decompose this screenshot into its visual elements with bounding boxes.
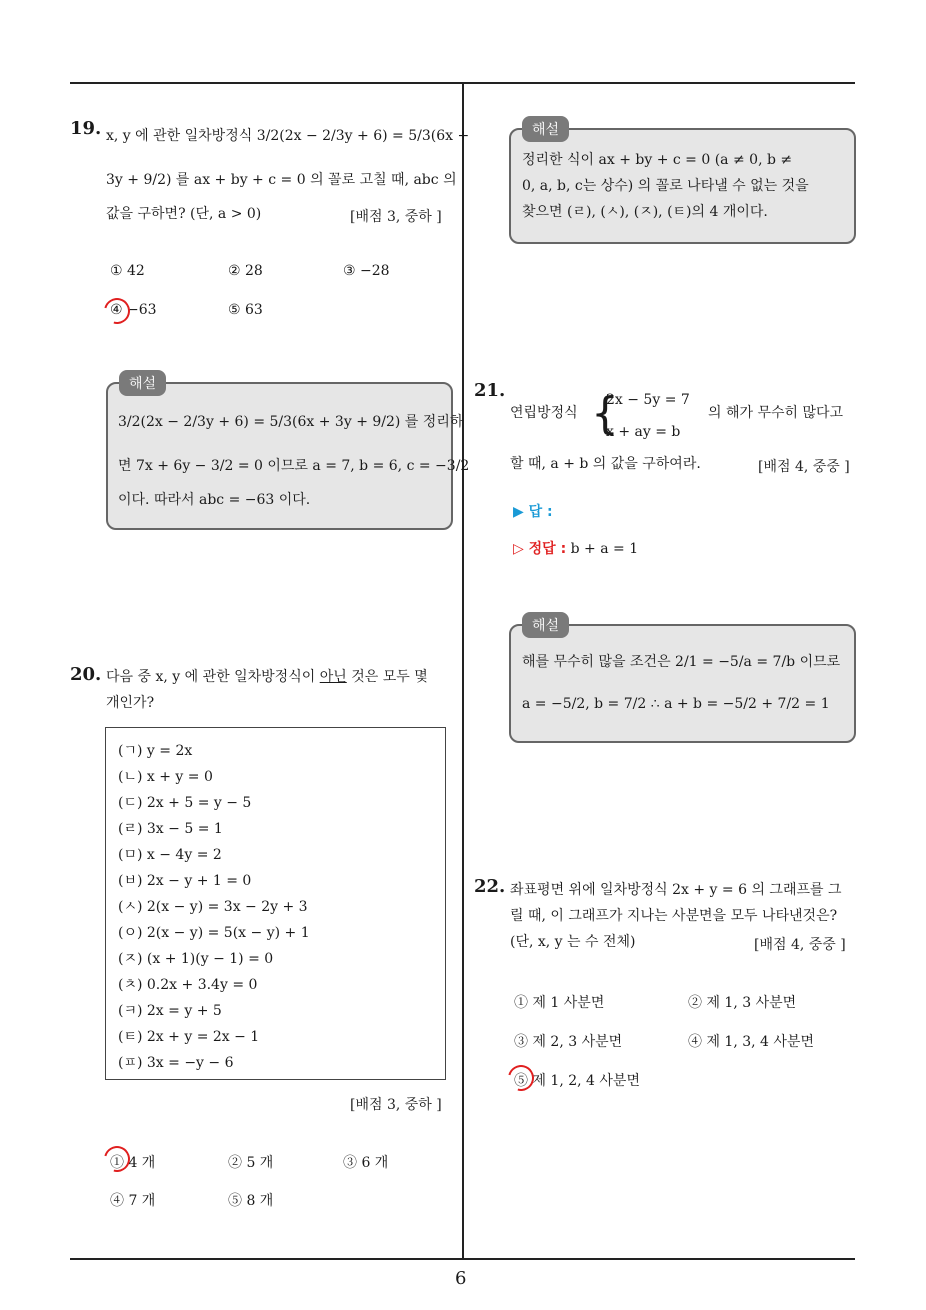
q20-solution-line3: 찾으면 (ㄹ), (ㅅ), (ㅈ), (ㅌ)의 4 개이다. bbox=[522, 204, 768, 220]
q19-choice-1[interactable]: ① 42 bbox=[110, 263, 145, 279]
q22-choice-3[interactable]: ③ 제 2, 3 사분면 bbox=[514, 1034, 623, 1050]
q22-line2: 릴 때, 이 그래프가 지나는 사분면을 모두 나타낸것은? bbox=[510, 908, 838, 924]
q22-line3: (단, x, y 는 수 전체) bbox=[510, 934, 636, 950]
q20-line1-pre: 다음 중 x, y 에 관한 일차방정식이 bbox=[106, 669, 320, 685]
q20-equation: (ㅋ) 2x = y + 5 bbox=[118, 1003, 222, 1019]
q21-correct-value: b + a = 1 bbox=[570, 541, 639, 557]
q20-equation: (ㅅ) 2(x − y) = 3x − 2y + 3 bbox=[118, 899, 308, 915]
q20-equation: (ㅌ) 2x + y = 2x − 1 bbox=[118, 1029, 260, 1045]
q19-solution-line1: 3/2(2x − 2/3y + 6) = 5/3(6x + 3y + 9/2) 를 정리하 bbox=[118, 414, 464, 430]
q21-trail: 의 해가 무수히 많다고 bbox=[708, 405, 844, 421]
column-divider bbox=[462, 84, 464, 1260]
q21-eq2: x + ay = b bbox=[606, 424, 681, 440]
q21-solution-box bbox=[509, 624, 856, 743]
q20-line1 bbox=[106, 661, 428, 694]
q19-choice-5[interactable]: ⑤ 63 bbox=[228, 302, 263, 318]
q19-solution-line2: 면 7x + 6y − 3/2 = 0 이므로 a = 7, b = 6, c = −3/2 bbox=[118, 458, 470, 474]
q20-equation: (ㅊ) 0.2x + 3.4y = 0 bbox=[118, 977, 258, 993]
q22-line1: 좌표평면 위에 일차방정식 2x + y = 6 의 그래프를 그 bbox=[510, 882, 842, 898]
q20-line1-underlined: 아닌 bbox=[319, 669, 347, 685]
q20-line2: 개인가? bbox=[106, 695, 155, 711]
q20-number: 20. bbox=[70, 664, 102, 685]
q20-choice-3[interactable]: ③ 6 개 bbox=[343, 1155, 389, 1171]
q19-answer-mark-icon bbox=[99, 293, 135, 329]
q19-line3: 값을 구하면? (단, a > 0) bbox=[106, 206, 262, 222]
q20-line1-post: 것은 모두 몇 bbox=[346, 669, 428, 685]
q20-equation: (ㄹ) 3x − 5 = 1 bbox=[118, 821, 223, 837]
q21-eq1: 2x − 5y = 7 bbox=[606, 392, 690, 408]
q19-score: [배점 3, 중하 ] bbox=[350, 209, 442, 225]
q21-brace-icon: { bbox=[591, 388, 619, 439]
page-number: 6 bbox=[455, 1268, 467, 1289]
q21-solution-line1: 해를 무수히 많을 조건은 2/1 = −5/a = 7/b 이므로 bbox=[522, 654, 841, 670]
q19-number: 19. bbox=[70, 118, 102, 139]
q21-score: [배점 4, 중중 ] bbox=[758, 459, 850, 475]
q21-solution-tag: 해설 bbox=[522, 612, 569, 638]
q20-equation: (ㄱ) y = 2x bbox=[118, 743, 193, 759]
q20-equation: (ㅍ) 3x = −y − 6 bbox=[118, 1055, 234, 1071]
q20-solution-line1: 정리한 식이 ax + by + c = 0 (a ≠ 0, b ≠ bbox=[522, 152, 793, 168]
q20-equation: (ㅈ) (x + 1)(y − 1) = 0 bbox=[118, 951, 274, 967]
q21-answer-label: ▶ 답 : bbox=[513, 504, 553, 520]
q22-number: 22. bbox=[474, 876, 506, 897]
q21-line2: 할 때, a + b 의 값을 구하여라. bbox=[510, 456, 701, 472]
q20-choice-5[interactable]: ⑤ 8 개 bbox=[228, 1193, 274, 1209]
q22-choice-5[interactable]: ⑤ 제 1, 2, 4 사분면 bbox=[514, 1073, 640, 1089]
q20-solution-tag: 해설 bbox=[522, 116, 569, 142]
q22-choice-4[interactable]: ④ 제 1, 3, 4 사분면 bbox=[688, 1034, 814, 1050]
q19-choice-2[interactable]: ② 28 bbox=[228, 263, 263, 279]
q20-equation: (ㄷ) 2x + 5 = y − 5 bbox=[118, 795, 252, 811]
q20-solution-line2: 0, a, b, c는 상수) 의 꼴로 나타낼 수 없는 것을 bbox=[522, 178, 809, 194]
q22-score: [배점 4, 중중 ] bbox=[754, 937, 846, 953]
q21-solution-line2: a = −5/2, b = 7/2 ∴ a + b = −5/2 + 7/2 = 1 bbox=[522, 696, 830, 712]
q21-correct-label: ▷ 정답 : bbox=[513, 541, 567, 557]
q20-equation: (ㄴ) x + y = 0 bbox=[118, 769, 213, 785]
q22-answer-mark-icon bbox=[503, 1060, 539, 1096]
q20-choice-4[interactable]: ④ 7 개 bbox=[110, 1193, 156, 1209]
q21-correct-row bbox=[513, 538, 638, 558]
q19-line2: 3y + 9/2) 를 ax + by + c = 0 의 꼴로 고칠 때, abc 의 bbox=[106, 172, 457, 188]
q19-choice-4[interactable]: ④ −63 bbox=[110, 302, 157, 318]
q21-number: 21. bbox=[474, 380, 506, 401]
q19-choice-3[interactable]: ③ −28 bbox=[343, 263, 390, 279]
q20-choice-1[interactable]: ① 4 개 bbox=[110, 1155, 156, 1171]
q21-lead: 연립방정식 bbox=[510, 405, 578, 421]
q20-equation: (ㅁ) x − 4y = 2 bbox=[118, 847, 222, 863]
q22-choice-1[interactable]: ① 제 1 사분면 bbox=[514, 995, 605, 1011]
q20-equation: (ㅇ) 2(x − y) = 5(x − y) + 1 bbox=[118, 925, 310, 941]
q22-choice-2[interactable]: ② 제 1, 3 사분면 bbox=[688, 995, 797, 1011]
q19-line1: x, y 에 관한 일차방정식 3/2(2x − 2/3y + 6) = 5/3(6x + bbox=[106, 128, 470, 144]
q19-solution-line3: 이다. 따라서 abc = −63 이다. bbox=[118, 492, 311, 508]
q20-score: [배점 3, 중하 ] bbox=[350, 1097, 442, 1113]
q19-solution-tag: 해설 bbox=[119, 370, 166, 396]
q20-equation: (ㅂ) 2x − y + 1 = 0 bbox=[118, 873, 252, 889]
q20-choice-2[interactable]: ② 5 개 bbox=[228, 1155, 274, 1171]
